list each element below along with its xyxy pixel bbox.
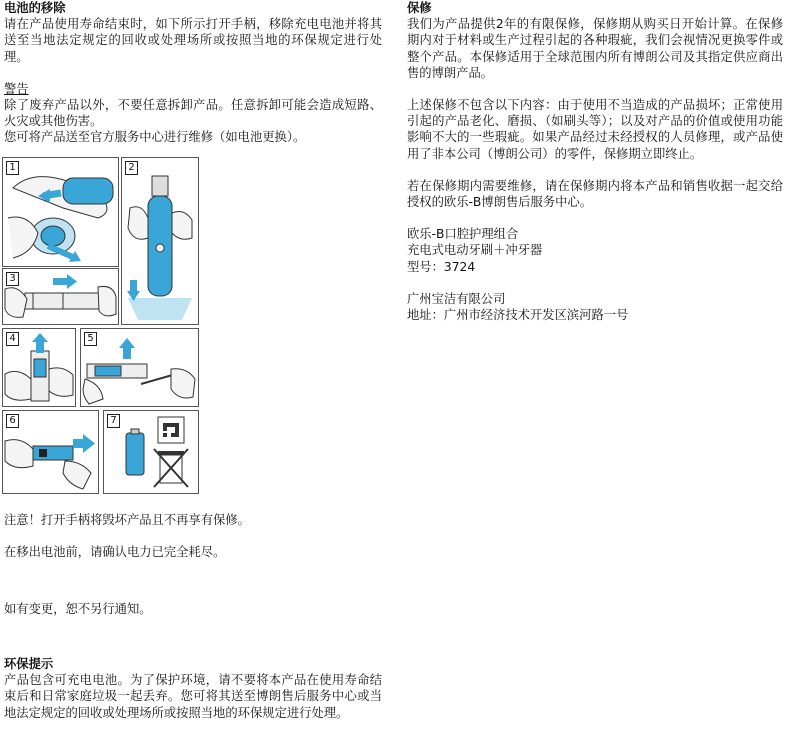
- battery-removal-text: 请在产品使用寿命结束时，如下所示打开手柄，移除充电电池并将其送至当地法定规定的回收或处理场所或按照当地的环保规定进行处理。: [4, 17, 382, 64]
- warranty-paragraph-1: 我们为产品提供2年的有限保修，保修期从购买日开始计算。在保修期内对于材料或生产过程引起的各种瑕疵，我们会视情况更换零件或整个产品。本保修适用于全球范围内所有博朗公司及其指定供应商出售的博朗产品。: [407, 17, 783, 80]
- environment-title: 环保提示: [4, 657, 54, 671]
- step-number: 1: [6, 161, 19, 175]
- warning-heading: 警告: [4, 81, 29, 96]
- warranty-paragraph-3: 若在保修期内需要维修，请在保修期内将本产品和销售收据一起交给授权的欧乐-B博朗售后服务中心。: [407, 178, 783, 210]
- note-warranty-void: 注意！打开手柄将毁坏产品且不再享有保修。: [4, 513, 250, 527]
- product-model: 型号：3724: [407, 259, 476, 274]
- product-type: 充电式电动牙刷＋冲牙器: [407, 243, 543, 258]
- warranty-title: 保修: [407, 1, 432, 15]
- right-column: [407, 0, 783, 323]
- note-battery-drain: 在移出电池前，请确认电力已完全耗尽。: [4, 545, 226, 559]
- step-1-illustration: [3, 158, 118, 266]
- step-4-panel: [2, 328, 76, 407]
- product-name: 欧乐-B口腔护理组合: [407, 227, 519, 242]
- left-column: [4, 0, 382, 146]
- note-subject-to-change: 如有变更，恕不另行通知。: [4, 602, 152, 616]
- company-name: 广州宝洁有限公司: [407, 291, 506, 306]
- step-2-illustration: [122, 158, 198, 324]
- step-7-panel: [103, 410, 199, 494]
- step-5-illustration: [81, 329, 198, 406]
- step-number: 2: [125, 161, 138, 175]
- step-number: 3: [6, 272, 19, 286]
- warranty-paragraph-2: 上述保修不包含以下内容：由于使用不当造成的产品损坏；正常使用引起的产品老化、磨损、（如刷头等）；以及对产品的价值或使用功能影响不大的一些瑕疵。如果产品经过未经授权的人员修理，或产品使用了非本公司（博朗公司）的零件，保修期立即终止。: [407, 98, 783, 161]
- environment-text: 产品包含可充电电池。为了保护环境，请不要将本产品在使用寿命结束后和日常家庭垃圾一起丢弃。您可将其送至博朗售后服务中心或当地法定规定的回收或处理场所或按照当地的环保规定进行处理。: [4, 673, 382, 720]
- warning-text-2: 您可将产品送至官方服务中心进行维修（如电池更换）。: [4, 130, 306, 145]
- step-number: 5: [84, 332, 97, 346]
- step-2-panel: [121, 157, 199, 325]
- step-3-illustration: [3, 269, 118, 324]
- step-number: 7: [107, 414, 120, 428]
- step-number: 6: [6, 414, 19, 428]
- company-address: 地址：广州市经济技术开发区滨河路一号: [407, 308, 629, 323]
- battery-removal-title: 电池的移除: [4, 1, 66, 15]
- step-5-panel: [80, 328, 199, 407]
- step-number: 4: [6, 332, 19, 346]
- step-1-panel: [2, 157, 119, 267]
- environment-section: [4, 656, 382, 721]
- step-6-panel: [2, 410, 99, 494]
- step-3-panel: [2, 268, 119, 325]
- warning-text-1: 除了废弃产品以外，不要任意拆卸产品。任意拆卸可能会造成短路、火灾或其他伤害。: [4, 98, 382, 129]
